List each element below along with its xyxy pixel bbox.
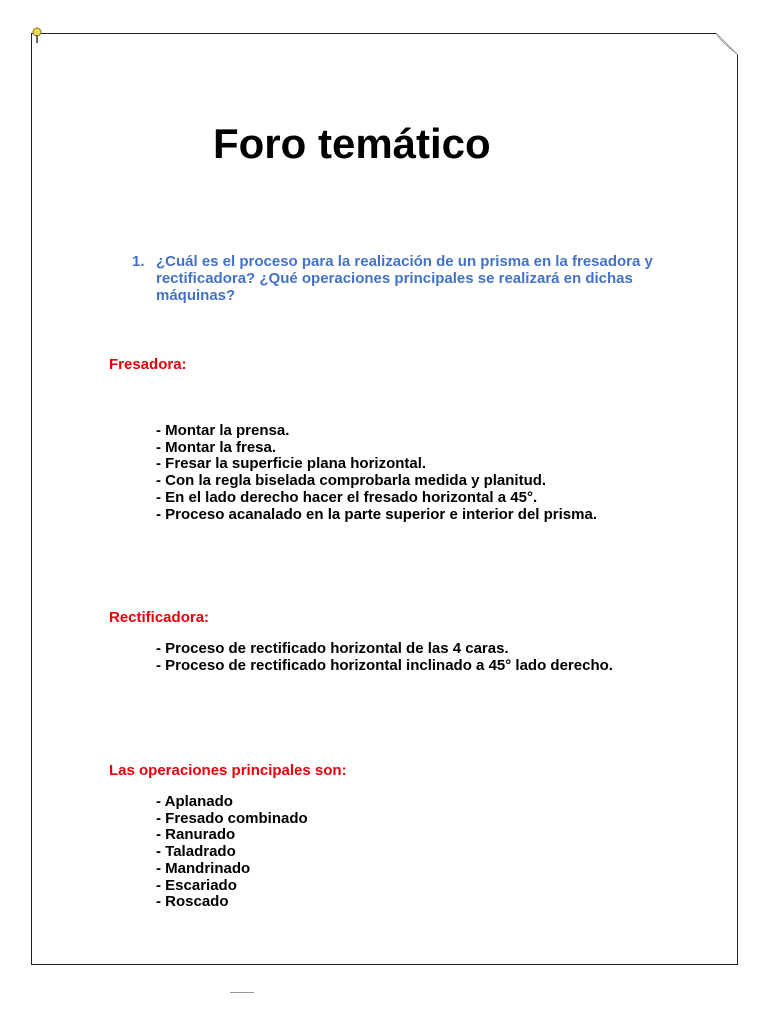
list-item: - Roscado — [156, 893, 229, 911]
list-item: - En el lado derecho hacer el fresado horizontal a 45°. — [156, 488, 538, 506]
list-item: - Fresado combinado — [156, 809, 308, 827]
page-title: Foro temático — [213, 120, 491, 167]
list-item: - Fresar la superficie plana horizontal. — [156, 455, 427, 473]
list-item: - Con la regla biselada comprobarla medida y planitud. — [156, 472, 547, 490]
page-curl-icon — [716, 33, 738, 55]
question-number: 1. — [132, 253, 145, 270]
pushpin-icon — [31, 27, 43, 45]
section-heading-operaciones: Las operaciones principales son: — [109, 762, 347, 779]
list-item: - Montar la prensa. — [156, 422, 290, 439]
fresadora-steps-list — [156, 423, 597, 523]
question-text: ¿Cuál es el proceso para la realización de un prisma en la fresadora y rectificadora? ¿Qué operaciones principales se realizará en dichas máquinas? — [156, 253, 653, 304]
list-item: - Proceso de rectificado horizontal inclinado a 45° lado derecho. — [156, 656, 613, 674]
rectificadora-steps-list — [156, 641, 613, 674]
section-heading-rectificadora: Rectificadora: — [109, 609, 210, 626]
list-item: - Taladrado — [156, 843, 236, 861]
list-item: - Ranurado — [156, 826, 236, 844]
list-item: - Proceso acanalado en la parte superior e interior del prisma. — [156, 505, 597, 523]
operations-list — [156, 794, 308, 911]
list-item: - Aplanado — [156, 793, 233, 810]
list-item: - Proceso de rectificado horizontal de las 4 caras. — [156, 640, 509, 657]
list-item: - Montar la fresa. — [156, 438, 277, 456]
footer-mark — [230, 992, 254, 993]
list-item: - Mandrinado — [156, 859, 251, 877]
section-heading-fresadora: Fresadora: — [109, 356, 187, 373]
list-item: - Escariado — [156, 876, 237, 894]
